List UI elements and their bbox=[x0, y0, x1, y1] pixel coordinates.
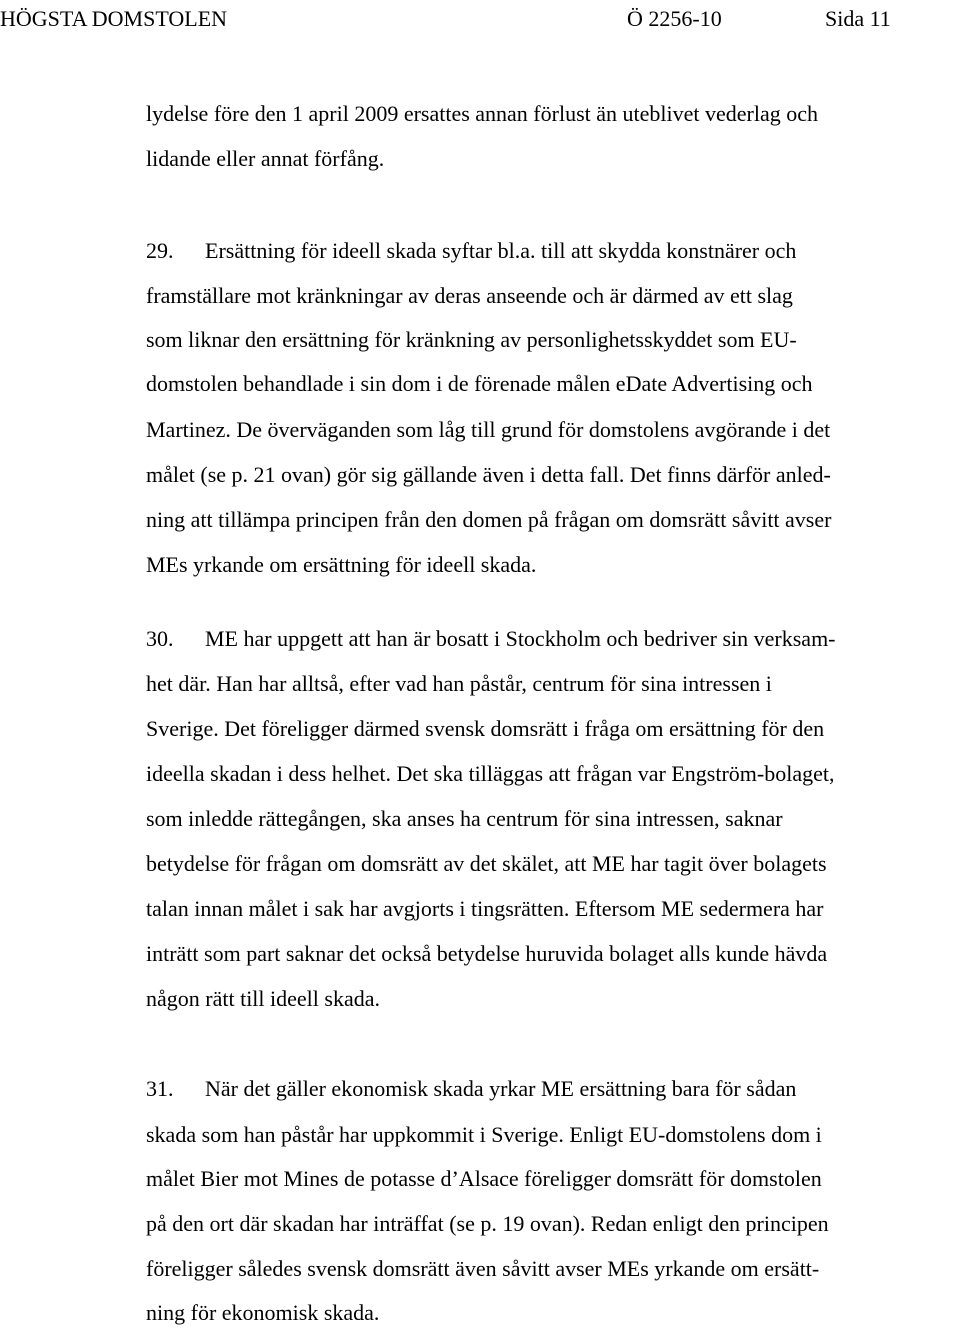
text-line: lydelse före den 1 april 2009 ersattes annan förlust än uteblivet vederlag och bbox=[146, 101, 818, 126]
text-line: lidande eller annat förfång. bbox=[146, 146, 385, 171]
text-line: på den ort där skadan har inträffat (se p. 19 ovan). Redan enligt den principen bbox=[146, 1211, 829, 1236]
paragraph-number: 31. bbox=[146, 1076, 174, 1101]
text-line: målet (se p. 21 ovan) gör sig gällande även i detta fall. Det finns därför anled- bbox=[146, 462, 831, 487]
text-line: framställare mot kränkningar av deras anseende och är därmed av ett slag bbox=[146, 283, 793, 308]
text-line: inträtt som part saknar det också betydelse huruvida bolaget alls kunde hävda bbox=[146, 941, 828, 966]
text-line: Ersättning för ideell skada syftar bl.a. till att skydda konstnärer och bbox=[205, 238, 797, 263]
text-line: När det gäller ekonomisk skada yrkar ME ersättning bara för sådan bbox=[205, 1076, 797, 1101]
text-line: skada som han påstår har uppkommit i Sverige. Enligt EU-domstolens dom i bbox=[146, 1122, 822, 1147]
text-line: ning för ekonomisk skada. bbox=[146, 1300, 380, 1325]
text-line: någon rätt till ideell skada. bbox=[146, 986, 380, 1011]
text-line: Sverige. Det föreligger därmed svensk domsrätt i fråga om ersättning för den bbox=[146, 716, 825, 741]
court-name: HÖGSTA DOMSTOLEN bbox=[0, 6, 228, 31]
text-line: som liknar den ersättning för kränkning av personlighetsskyddet som EU- bbox=[146, 327, 797, 352]
text-line: målet Bier mot Mines de potasse d’Alsace föreligger domsrätt för domstolen bbox=[146, 1166, 822, 1191]
text-line: ME har uppgett att han är bosatt i Stockholm och bedriver sin verksam- bbox=[205, 626, 836, 651]
text-line: domstolen behandlade i sin dom i de förenade målen eDate Advertising och bbox=[146, 371, 813, 396]
case-number: Ö 2256-10 bbox=[627, 6, 722, 31]
paragraph-number: 29. bbox=[146, 238, 174, 263]
text-line: Martinez. De överväganden som låg till grund för domstolens avgörande i det bbox=[146, 417, 831, 442]
text-line: ideella skadan i dess helhet. Det ska tilläggas att frågan var Engström-bolaget, bbox=[146, 761, 835, 786]
text-line: som inledde rättegången, ska anses ha centrum för sina intressen, saknar bbox=[146, 806, 783, 831]
text-line: betydelse för frågan om domsrätt av det skälet, att ME har tagit över bolagets bbox=[146, 851, 827, 876]
text-line: het där. Han har alltså, efter vad han påstår, centrum för sina intressen i bbox=[146, 671, 772, 696]
text-line: ning att tillämpa principen från den domen på frågan om domsrätt såvitt avser bbox=[146, 507, 832, 532]
page-number: Sida 11 bbox=[825, 6, 891, 31]
paragraph-number: 30. bbox=[146, 626, 174, 651]
text-line: MEs yrkande om ersättning för ideell skada. bbox=[146, 552, 537, 577]
text-line: talan innan målet i sak har avgjorts i tingsrätten. Eftersom ME sedermera har bbox=[146, 896, 824, 921]
page-header bbox=[0, 4, 960, 34]
text-line: föreligger således svensk domsrätt även såvitt avser MEs yrkande om ersätt- bbox=[146, 1256, 820, 1281]
